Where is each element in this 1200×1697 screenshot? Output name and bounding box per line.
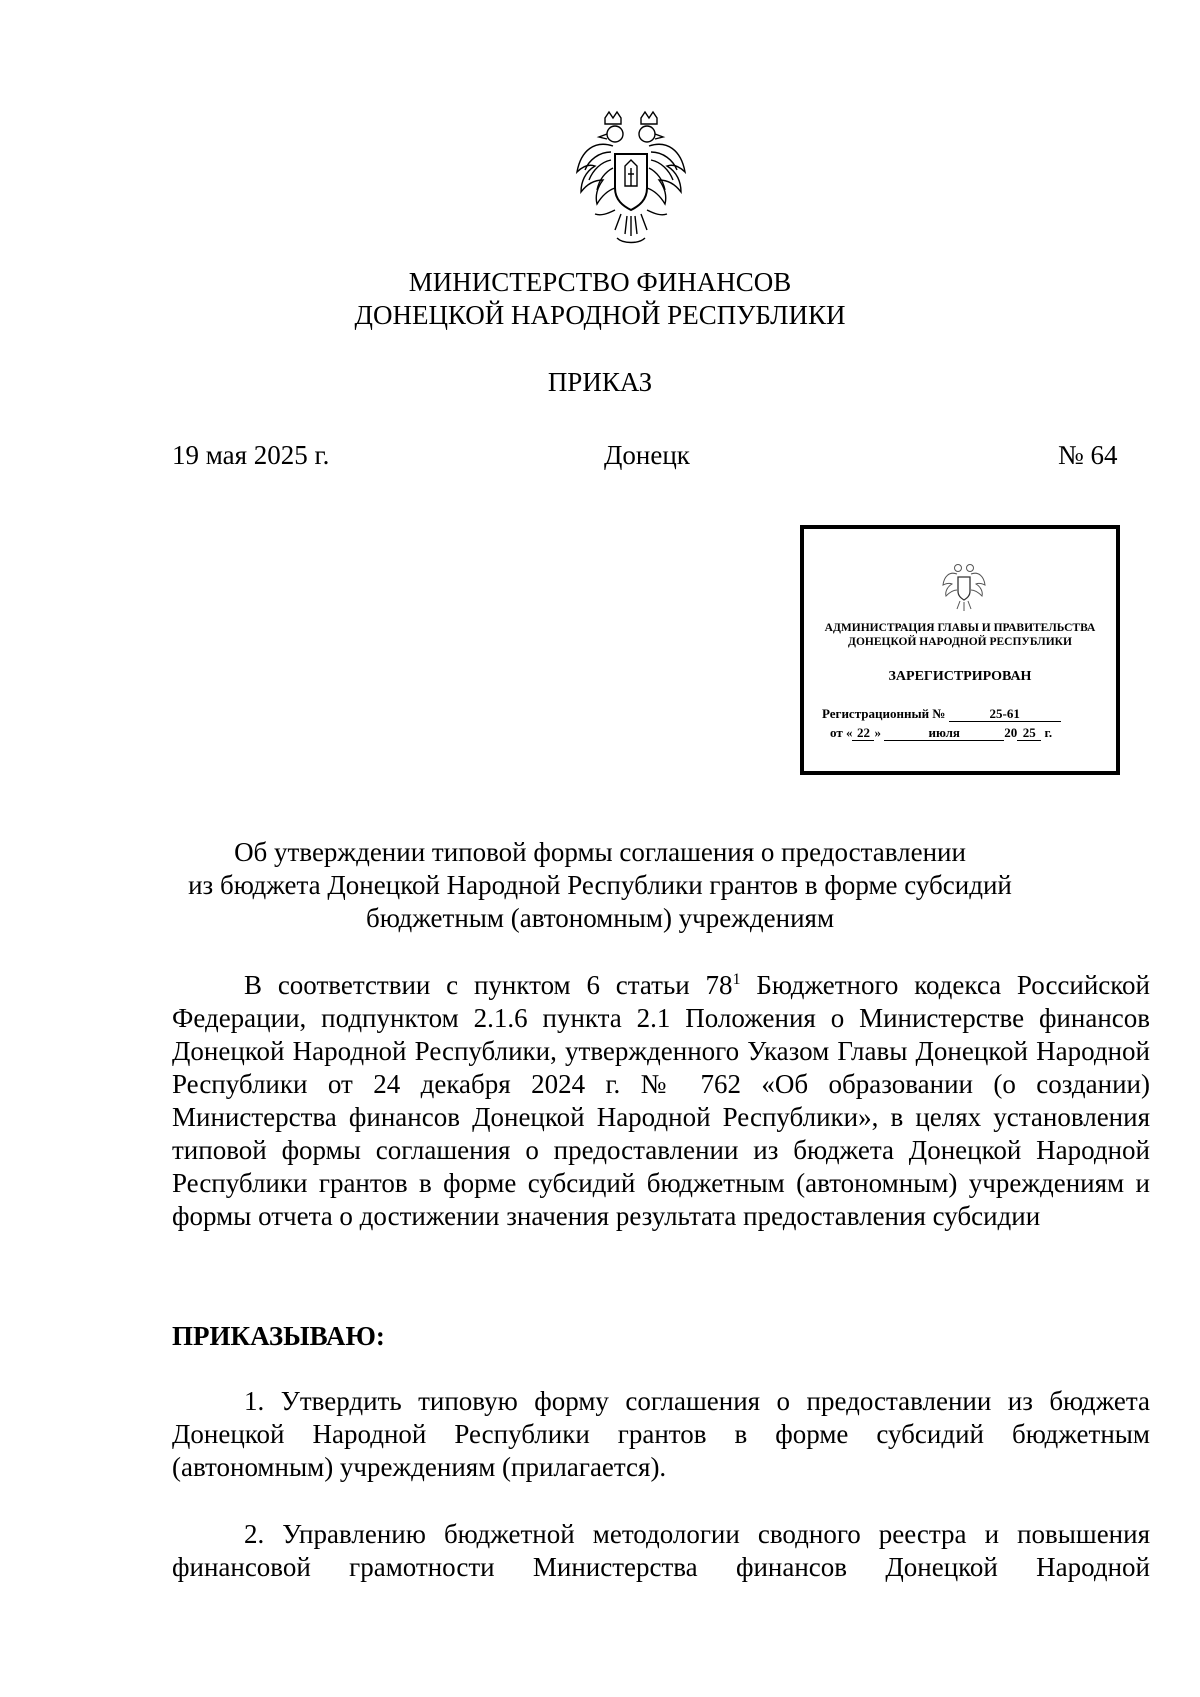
stamp-reg-number: 25-61 [949,706,1061,722]
stamp-reg-label: Регистрационный № [822,706,946,721]
ministry-line-2: ДОНЕЦКОЙ НАРОДНОЙ РЕСПУБЛИКИ [354,300,846,330]
coat-of-arms-icon [575,110,687,250]
stamp-year-end: г. [1044,725,1053,740]
document-date: 19 мая 2025 г. [172,440,330,470]
stamp-year-suffix: 25 [1017,725,1041,741]
preamble-start: В соответствии с пунктом 6 статьи 78 [244,970,733,1000]
stamp-from-label: от « [830,725,853,740]
stamp-date-line [830,725,1052,741]
preamble-paragraph [172,969,1150,1233]
stamp-organization [804,621,1116,649]
registration-stamp [800,525,1120,775]
stamp-status: ЗАРЕГИСТРИРОВАН [888,669,1032,684]
document-number: № 64 [1058,440,1118,470]
subject-line-2: из бюджета Донецкой Народной Республики грантов в форме субсидий [188,870,1012,900]
document-city: Донецк [604,440,690,470]
ministry-line-1: МИНИСТЕРСТВО ФИНАНСОВ [408,267,792,297]
article-superscript: 1 [732,970,741,988]
stamp-month: июля [884,725,1004,741]
order-item-1: 1. Утвердить типовую форму соглашения о предоставлении из бюджета Донецкой Народной Республики грантов в форме субсидий бюджетным (автономным) учреждениям (прилагается). [172,1386,1150,1482]
ministry-name [0,266,1200,332]
stamp-quote-close: » [874,725,881,740]
stamp-registration-number-line [822,706,1061,722]
stamp-org-line-1: АДМИНИСТРАЦИЯ ГЛАВЫ И ПРАВИТЕЛЬСТВА [824,622,1096,634]
document-subject [0,836,1200,935]
stamp-emblem-icon [942,559,986,613]
order-heading: ПРИКАЗЫВАЮ: [172,1321,385,1351]
subject-line-1: Об утверждении типовой формы соглашения о предоставлении [234,837,966,867]
stamp-day: 22 [852,725,874,741]
preamble-rest: Бюджетного кодекса Российской Федерации, подпунктом 2.1.6 пункта 2.1 Положения о Министерстве финансов Донецкой Народной Республики, утвержденного Указом Главы Донецкой Народной Республики от 24 декабря 2024 г. № 762 «Об образовании (о создании) Министерства финансов Донецкой Народной Республики», в целях установления типовой формы соглашения о предоставлении из бюджета Донецкой Народной Республики грантов в форме субсидий бюджетным (автономным) учреждениям и формы отчета о достижении значения результата предоставления субсидии [172,970,1150,1231]
subject-line-3: бюджетным (автономным) учреждениям [365,903,835,933]
stamp-year-prefix: 20 [1004,725,1018,740]
document-type: ПРИКАЗ [547,367,653,397]
order-item-2: 2. Управлению бюджетной методологии сводного реестра и повышения финансовой грамотности Министерства финансов Донецкой Народной [172,1519,1150,1582]
stamp-org-line-2: ДОНЕЦКОЙ НАРОДНОЙ РЕСПУБЛИКИ [848,636,1072,648]
